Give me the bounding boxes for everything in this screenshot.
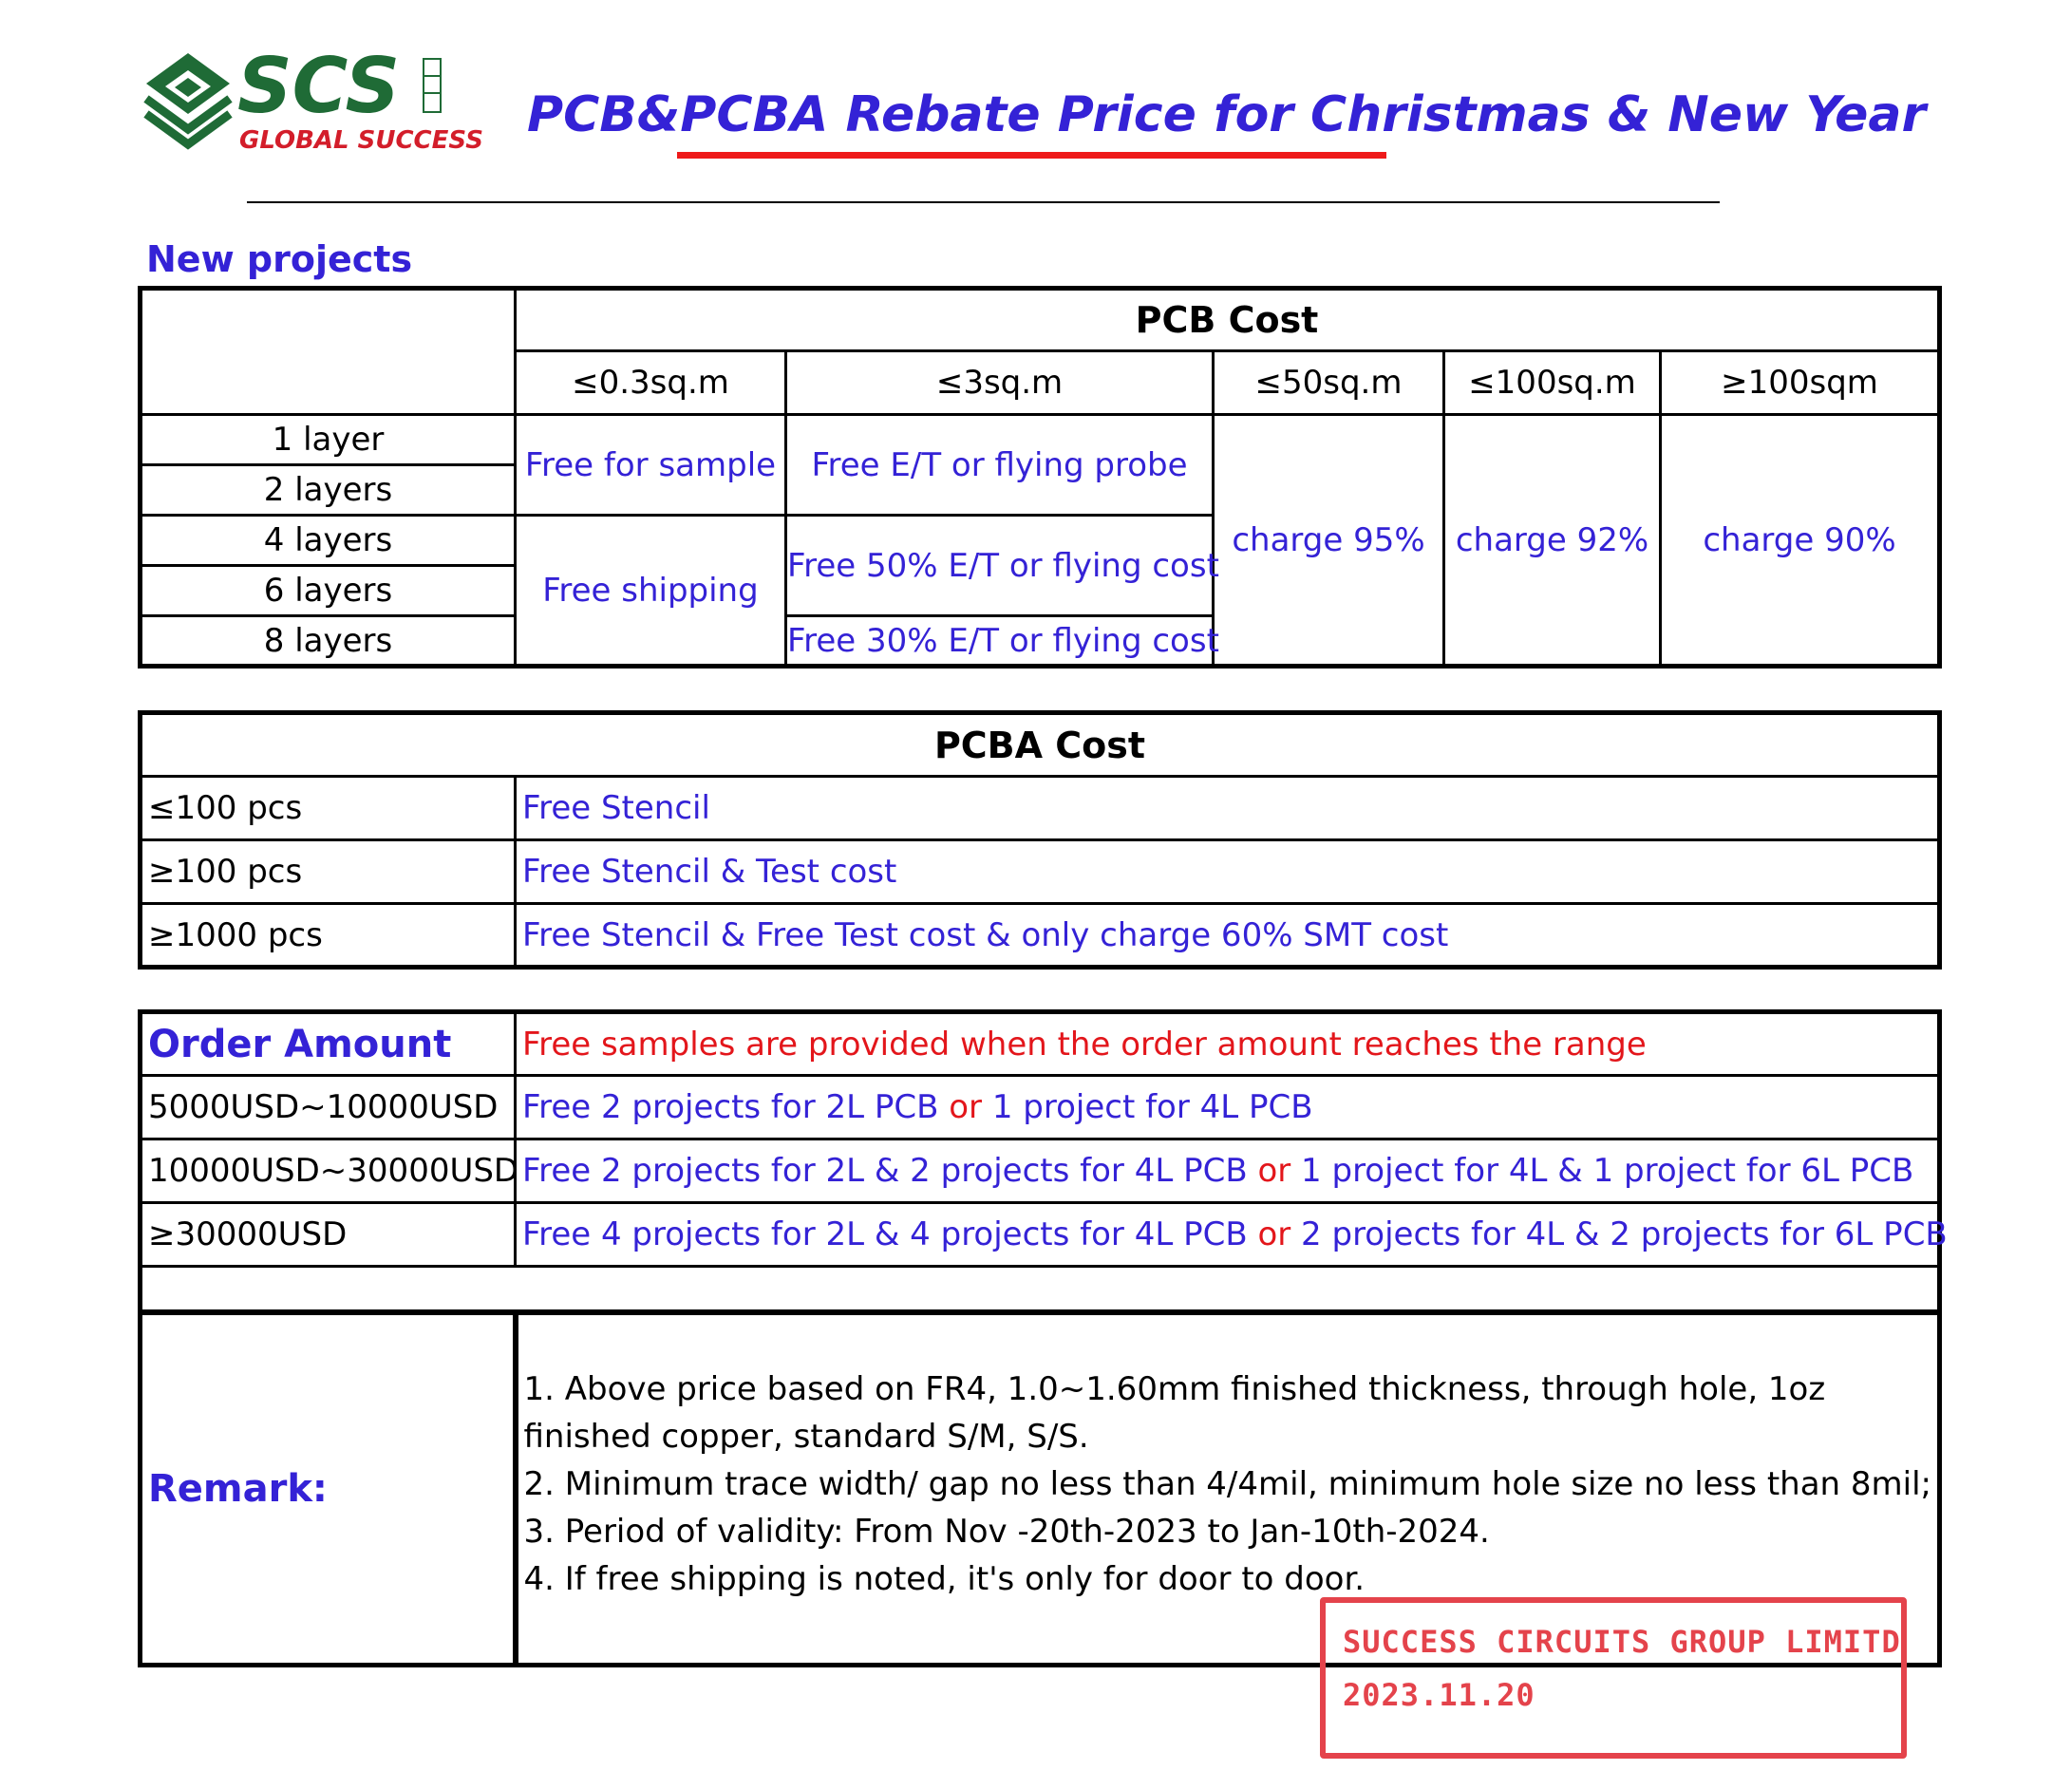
order-benefit xyxy=(516,1076,1940,1139)
pcba-cost-header: PCBA Cost xyxy=(141,713,1940,777)
order-benefit-part2: 1 project for 4L & 1 project for 6L PCB xyxy=(1290,1152,1914,1190)
area-header: ≥100sqm xyxy=(1661,351,1940,415)
remark-line: 4. If free shipping is noted, it's only for door to door. xyxy=(523,1559,1366,1598)
order-amount-note: Free samples are provided when the order amount reaches the range xyxy=(516,1012,1940,1076)
pcba-cost-table xyxy=(138,710,1942,970)
title-underline xyxy=(677,152,1386,159)
remark-line: 3. Period of validity: From Nov -20th-2023 to Jan-10th-2024. xyxy=(523,1512,1490,1551)
cell-free-shipping: Free shipping xyxy=(516,516,786,667)
header-divider xyxy=(247,201,1720,203)
cell-charge-95: charge 95% xyxy=(1214,415,1444,667)
order-range: ≥30000USD xyxy=(141,1203,516,1267)
spacer-row xyxy=(141,1267,1940,1312)
cell-free-et: Free E/T or flying probe xyxy=(786,415,1214,516)
pcb-corner-cell xyxy=(141,289,516,415)
layer-label: 6 layers xyxy=(141,566,516,616)
area-header: ≤100sq.m xyxy=(1444,351,1661,415)
layer-label: 2 layers xyxy=(141,465,516,516)
company-logo xyxy=(142,42,483,161)
order-benefit-or: or xyxy=(1257,1152,1291,1190)
remark-label: Remark: xyxy=(141,1312,516,1666)
pcba-qty: ≤100 pcs xyxy=(141,777,516,840)
order-benefit-part2: 2 projects for 4L & 2 projects for 6L PCB xyxy=(1290,1215,1948,1253)
order-benefit xyxy=(516,1139,1940,1203)
pcb-cost-header: PCB Cost xyxy=(516,289,1940,351)
section-label-new-projects: New projects xyxy=(146,238,413,280)
cell-free-sample: Free for sample xyxy=(516,415,786,516)
order-benefit-part1: Free 2 projects for 2L PCB xyxy=(522,1088,950,1126)
remark-line: 1. Above price based on FR4, 1.0~1.60mm finished thickness, through hole, 1oz finished copper, standard S/M, S/S. xyxy=(523,1369,1826,1456)
cell-free-50: Free 50% E/T or flying cost xyxy=(786,516,1214,616)
page-title: PCB&PCBA Rebate Price for Christmas & New Year xyxy=(527,86,1927,143)
remark-line: 2. Minimum trace width/ gap no less than 4/4mil, minimum hole size no less than 8mil; xyxy=(523,1464,1931,1503)
pcba-benefit: Free Stencil & Free Test cost & only charge 60% SMT cost xyxy=(516,904,1940,968)
order-benefit-part2: 1 project for 4L PCB xyxy=(982,1088,1313,1126)
layer-label: 8 layers xyxy=(141,616,516,667)
order-benefit-or: or xyxy=(1257,1215,1291,1253)
order-benefit xyxy=(516,1203,1948,1267)
order-benefit-part1: Free 4 projects for 2L & 4 projects for 4L PCB xyxy=(522,1215,1258,1253)
stamp-company: SUCCESS CIRCUITS GROUP LIMITD xyxy=(1343,1624,1901,1660)
cell-charge-92: charge 92% xyxy=(1444,415,1661,667)
area-header: ≤0.3sq.m xyxy=(516,351,786,415)
order-benefit-part1: Free 2 projects for 2L & 2 projects for 4L PCB xyxy=(522,1152,1258,1190)
pcba-benefit: Free Stencil & Test cost xyxy=(516,840,1940,904)
layer-label: 1 layer xyxy=(141,415,516,465)
order-range: 10000USD~30000USD xyxy=(141,1139,516,1203)
company-stamp xyxy=(1320,1597,1907,1759)
order-benefit-or: or xyxy=(949,1088,983,1126)
pcb-cost-table xyxy=(138,286,1942,669)
logo-sub-text: GLOBAL SUCCESS xyxy=(239,126,483,155)
order-amount-table xyxy=(138,1009,1948,1667)
pcba-qty: ≥1000 pcs xyxy=(141,904,516,968)
logo-main-text: SCS xyxy=(237,42,401,130)
layer-label: 4 layers xyxy=(141,516,516,566)
area-header: ≤50sq.m xyxy=(1214,351,1444,415)
stamp-date: 2023.11.20 xyxy=(1343,1677,1535,1713)
pcba-benefit: Free Stencil xyxy=(516,777,1940,840)
order-amount-header: Order Amount xyxy=(141,1012,516,1076)
cell-free-30: Free 30% E/T or flying cost xyxy=(786,616,1214,667)
cell-charge-90: charge 90% xyxy=(1661,415,1940,667)
order-range: 5000USD~10000USD xyxy=(141,1076,516,1139)
pcba-qty: ≥100 pcs xyxy=(141,840,516,904)
area-header: ≤3sq.m xyxy=(786,351,1214,415)
